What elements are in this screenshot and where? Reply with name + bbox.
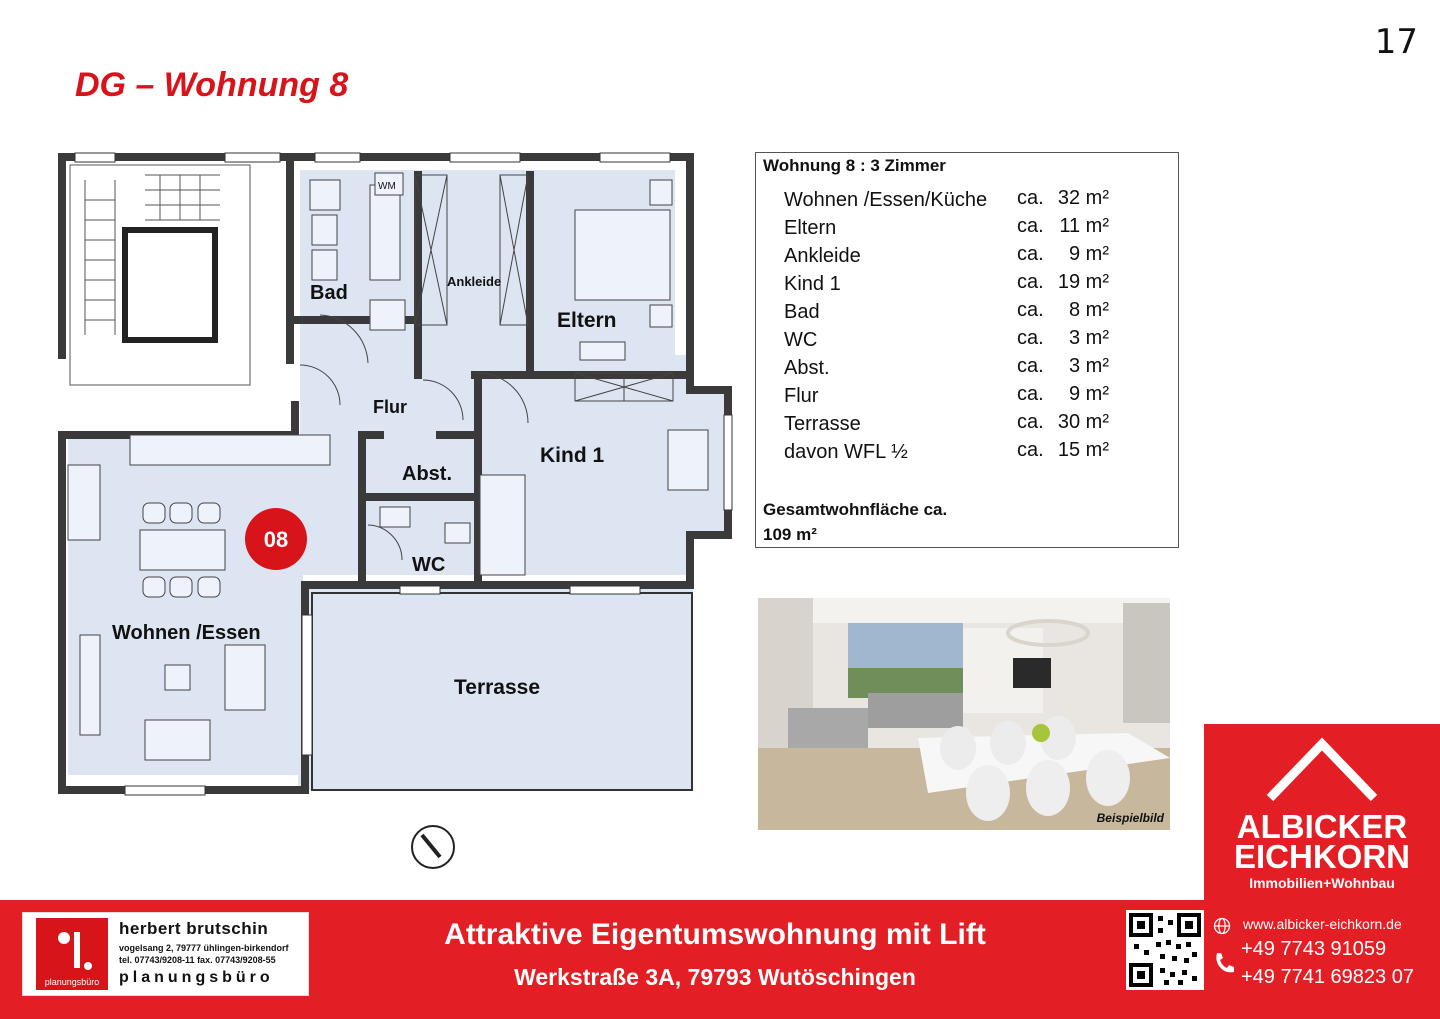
area-value: 15 m²: [1057, 439, 1109, 461]
page-number: 17: [1374, 22, 1418, 62]
brand-logo: [1204, 724, 1440, 900]
total-area-value: 109 m²: [763, 525, 817, 544]
planer-logo: [36, 918, 108, 990]
area-row: [784, 301, 1164, 329]
area-name: Wohnen /Essen/Küche: [784, 189, 988, 211]
area-value: 11 m²: [1059, 215, 1109, 237]
area-row: [784, 385, 1164, 413]
area-ca: ca.: [1017, 355, 1044, 377]
floor-plan: [50, 145, 740, 885]
room-label-ankleide: Ankleide: [447, 274, 502, 289]
room-label-wm: WM: [378, 181, 396, 192]
area-value: 30 m²: [1057, 411, 1109, 433]
phone-number-1[interactable]: +49 7743 91059: [1241, 938, 1387, 960]
area-value: 3 m²: [1069, 327, 1109, 349]
area-name: Bad: [784, 301, 820, 323]
page-title: DG – Wohnung 8: [75, 66, 349, 104]
area-row: [784, 329, 1164, 357]
brand-name-line1: ALBICKER: [1236, 808, 1408, 845]
area-ca: ca.: [1017, 243, 1044, 265]
globe-icon: [1213, 917, 1231, 935]
footer-address: Werkstraße 3A, 79793 Wutöschingen: [514, 964, 916, 990]
area-value: 3 m²: [1069, 355, 1109, 377]
area-table-heading: Wohnung 8 : 3 Zimmer: [763, 156, 946, 175]
area-value: 8 m²: [1069, 299, 1109, 321]
area-ca: ca.: [1017, 215, 1044, 237]
area-ca: ca.: [1017, 271, 1044, 293]
area-value: 9 m²: [1069, 383, 1109, 405]
area-name: Eltern: [784, 217, 837, 239]
website-link[interactable]: www.albicker-eichkorn.de: [1243, 916, 1402, 932]
brand-tagline: Immobilien+Wohnbau: [1249, 875, 1395, 891]
planer-contact: tel. 07743/9208-11 fax. 07743/9208-55: [119, 955, 276, 965]
room-label-flur: Flur: [373, 397, 407, 417]
interior-image: [758, 598, 1170, 830]
area-row: [784, 189, 1164, 217]
north-arrow-icon: [412, 826, 454, 868]
area-value: 32 m²: [1057, 187, 1109, 209]
area-row: [784, 245, 1164, 273]
area-row: [784, 441, 1164, 469]
area-ca: ca.: [1017, 299, 1044, 321]
area-ca: ca.: [1017, 187, 1044, 209]
area-row: [784, 273, 1164, 301]
planer-logo-text: planungsbüro: [44, 977, 100, 987]
area-value: 19 m²: [1057, 271, 1109, 293]
planer-name: herbert brutschin: [119, 919, 269, 938]
area-ca: ca.: [1017, 439, 1044, 461]
room-label-terrasse: Terrasse: [454, 676, 541, 699]
planer-logo-box: [22, 912, 309, 996]
interior-caption: Beispielbild: [1096, 811, 1164, 825]
area-row: [784, 217, 1164, 245]
area-ca: ca.: [1017, 411, 1044, 433]
phone-icon: [1213, 951, 1235, 975]
area-name: Kind 1: [784, 273, 841, 295]
room-label-kind1: Kind 1: [540, 444, 605, 467]
room-label-wc: WC: [412, 554, 446, 576]
footer-headline: Attraktive Eigentumswohnung mit Lift: [444, 918, 986, 951]
area-name: Terrasse: [784, 413, 861, 435]
area-name: Flur: [784, 385, 819, 407]
area-ca: ca.: [1017, 327, 1044, 349]
planer-address: vogelsang 2, 79777 ühlingen-birkendorf: [119, 943, 289, 953]
brand-name-line2: EICHKORN: [1233, 838, 1410, 875]
qr-code: [1126, 910, 1204, 990]
area-ca: ca.: [1017, 383, 1044, 405]
area-row: [784, 357, 1164, 385]
area-name: WC: [784, 329, 818, 351]
room-label-abst: Abst.: [402, 463, 452, 485]
total-area-label: Gesamtwohnfläche ca.: [763, 500, 948, 519]
area-name: Abst.: [784, 357, 830, 379]
room-label-bad: Bad: [310, 282, 348, 304]
area-name: Ankleide: [784, 245, 861, 267]
area-row: [784, 413, 1164, 441]
interior-illustration: [758, 598, 1170, 830]
room-label-wohnen: Wohnen /Essen: [112, 622, 261, 644]
unit-badge: 08: [263, 527, 289, 552]
phone-number-2[interactable]: +49 7741 69823 07: [1241, 966, 1414, 988]
house-roof-icon: [1262, 732, 1382, 802]
area-value: 9 m²: [1069, 243, 1109, 265]
room-label-eltern: Eltern: [557, 309, 617, 332]
area-table: [755, 152, 1179, 548]
planer-word: planungsbüro: [119, 969, 274, 986]
area-name: davon WFL ½: [784, 441, 908, 463]
